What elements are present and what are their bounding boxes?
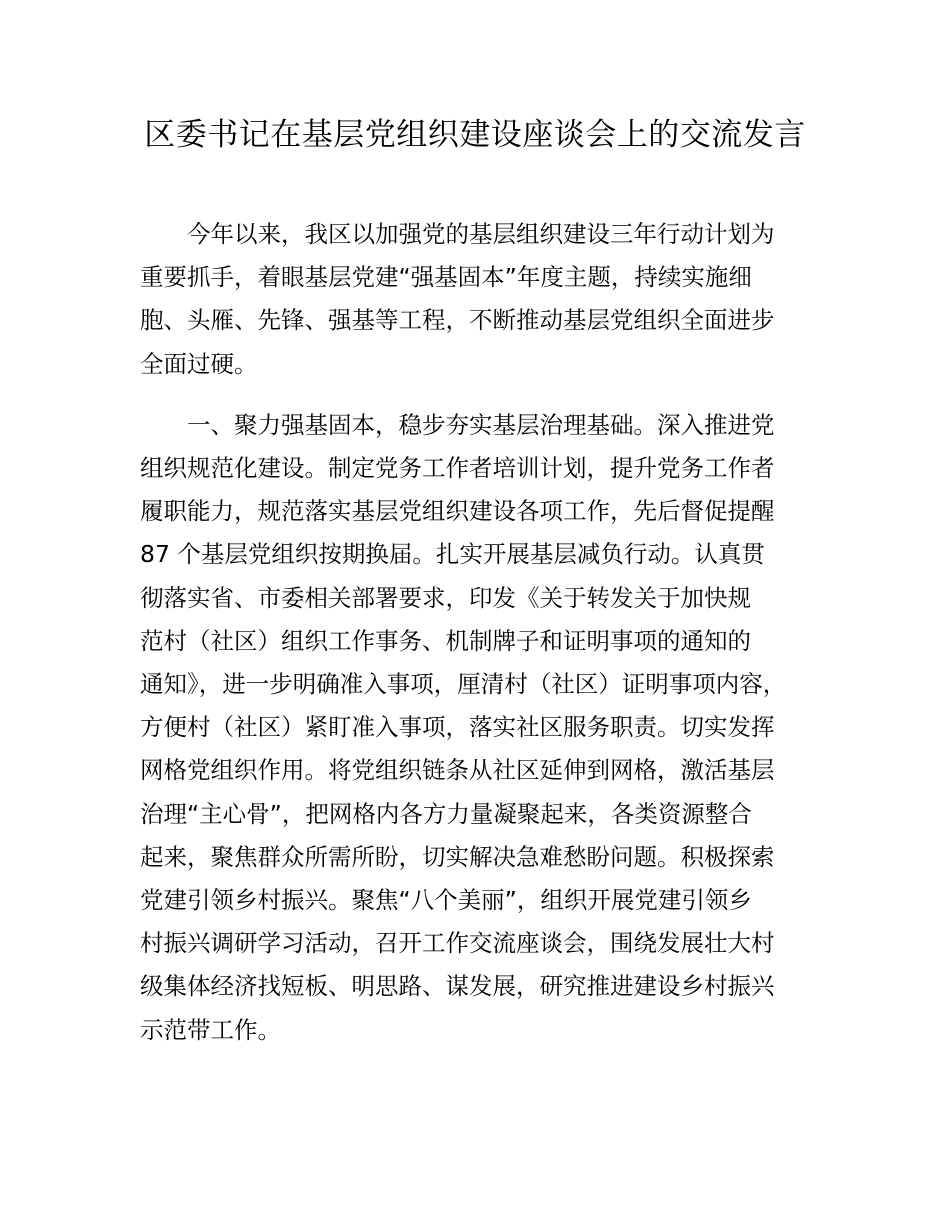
paragraph-line: 胞、头雁、先锋、强基等工程，不断推动基层党组织全面进步 — [140, 306, 775, 335]
paragraph-line: 彻落实省、市委相关部署要求，印发《关于转发关于加快规 — [140, 583, 751, 612]
paragraph-line: 起来，聚焦群众所需所盼，切实解决急难愁盼问题。积极探索 — [140, 842, 775, 871]
paragraph-line: 方便村（社区）紧盯准入事项，落实社区服务职责。切实发挥 — [140, 713, 775, 742]
paragraph-line: 重要抓手，着眼基层党建“强基固本”年度主题，持续实施细 — [140, 263, 752, 292]
paragraph-line: 村振兴调研学习活动，召开工作交流座谈会，围绕发展壮大村 — [140, 929, 775, 958]
document-title: 区委书记在基层党组织建设座谈会上的交流发言 — [144, 117, 806, 153]
paragraph-line: 治理“主心骨”，把网格内各方力量凝聚起来，各类资源整合 — [140, 799, 752, 828]
document-body — [140, 213, 820, 1070]
paragraph-line: 网格党组织作用。将党组织链条从社区延伸到网格，激活基层 — [140, 756, 775, 785]
paragraph-line: 组织规范化建设。制定党务工作者培训计划，提升党务工作者 — [140, 454, 775, 483]
paragraph-line: 示范带工作。 — [140, 1015, 281, 1044]
paragraph-line: 一、聚力强基固本，稳步夯实基层治理基础。深入推进党 — [187, 410, 775, 439]
paragraph-line: 全面过硬。 — [140, 349, 258, 378]
paragraph-section-one — [140, 404, 820, 1052]
paragraph-line: 履职能力，规范落实基层党组织建设各项工作，先后督促提醒 — [140, 497, 775, 526]
paragraph-line: 党建引领乡村振兴。聚焦“八个美丽”，组织开展党建引领乡 — [140, 886, 752, 915]
paragraph-intro — [140, 213, 820, 386]
paragraph-line: 级集体经济找短板、明思路、谋发展，研究推进建设乡村振兴 — [140, 972, 775, 1001]
paragraph-line: 87 个基层党组织按期换届。扎实开展基层减负行动。认真贯 — [140, 540, 765, 569]
paragraph-line: 范村（社区）组织工作事务、机制牌子和证明事项的通知的 — [140, 626, 751, 655]
paragraph-line: 通知》，进一步明确准入事项，厘清村（社区）证明事项内容， — [140, 670, 787, 699]
paragraph-line: 今年以来，我区以加强党的基层组织建设三年行动计划为 — [187, 220, 775, 248]
